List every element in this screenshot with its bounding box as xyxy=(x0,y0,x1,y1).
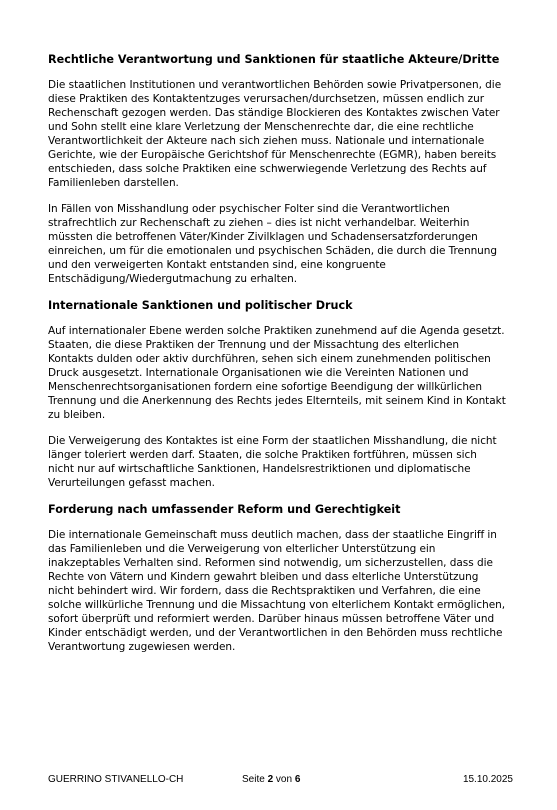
section-legal-responsibility xyxy=(48,52,506,286)
section-heading: Rechtliche Verantwortung und Sanktionen für staatliche Akteure/Dritte xyxy=(48,53,500,66)
paragraph: In Fällen von Misshandlung oder psychischer Folter sind die Verantwortlichen strafrechtlich zur Rechenschaft zu ziehen – dies ist nicht verhandelbar. Weiterhin müssten die betroffenen Väter/Kinder Zivilklagen und Schadensersatzforderungen einreichen, um für die emotionalen und psychischen Schäden, die durch die Trennung und den verweigerten Kontakt entstanden sind, eine kongruente Entschädigung/Wiedergutmachung zu erhalten. xyxy=(48,203,498,285)
section-heading: Internationale Sanktionen und politischer Druck xyxy=(48,299,353,312)
page-of: von xyxy=(275,774,293,785)
section-international-sanctions xyxy=(48,298,506,490)
page-total: 6 xyxy=(294,774,301,785)
paragraph: Die Verweigerung des Kontaktes ist eine Form der staatlichen Misshandlung, die nicht länger toleriert werden darf. Staaten, die solche Praktiken fortführen, müssen sich nicht nur auf wirtschaftliche Sanktionen, Handelsrestriktionen und diplomatische Verurteilungen gefasst machen. xyxy=(48,435,497,489)
page-body xyxy=(48,52,506,666)
footer-author: GUERRINO STIVANELLO-CH xyxy=(48,774,184,785)
section-reform-demand xyxy=(48,502,506,654)
page-current: 2 xyxy=(267,774,274,785)
section-heading: Forderung nach umfassender Reform und Gerechtigkeit xyxy=(48,503,401,516)
page-footer xyxy=(48,773,513,789)
page-number xyxy=(242,773,300,787)
page-word: Seite xyxy=(242,774,265,785)
footer-date: 15.10.2025 xyxy=(462,774,513,785)
paragraph: Auf internationaler Ebene werden solche Praktiken zunehmend auf die Agenda gesetzt. Staaten, die diese Praktiken der Trennung und der Missachtung des elterlichen Kontakts dulden oder aktiv durchführen, sehen sich einem zunehmenden politischen Druck ausgesetzt. Internationale Organisationen wie die Vereinten Nationen und Menschenrechtsorganisationen fordern eine sofortige Beendigung der willkürlichen Trennung und die Anerkennung des Rechts jedes Elternteils, mit seinem Kind in Kontakt zu bleiben. xyxy=(48,325,506,421)
paragraph: Die internationale Gemeinschaft muss deutlich machen, dass der staatliche Eingriff in das Familienleben und die Verweigerung von elterlicher Unterstützung ein inakzeptables Verhalten sind. Reformen sind notwendig, um sicherzustellen, dass die Rechte von Vätern und Kindern gewahrt bleiben und dass elterliche Unterstützung nicht behindert wird. Wir fordern, dass die Rechtspraktiken und Verfahren, die eine solche willkürliche Trennung und die Missachtung von elterlichem Kontakt ermöglichen, sofort überprüft und reformiert werden. Darüber hinaus müssen betroffene Väter und Kinder entschädigt werden, und der Verantwortlichen in den Behörden muss rechtliche Verantwortung zugewiesen werden. xyxy=(48,529,506,653)
paragraph: Die staatlichen Institutionen und verantwortlichen Behörden sowie Privatpersonen, die diese Praktiken des Kontaktentzuges verursachen/durchsetzen, müssen endlich zur Rechenschaft gezogen werden. Das ständige Blockieren des Kontaktes zwischen Vater und Sohn stellt eine klare Verletzung der Menschenrechte dar, die eine rechtliche Verantwortlichkeit der Akteure nach sich ziehen muss. Nationale und internationale Gerichte, wie der Europäische Gerichtshof für Menschenrechte (EGMR), haben bereits entschieden, dass solche Praktiken eine schwerwiegende Verletzung des Rechts auf Familienleben darstellen. xyxy=(48,79,502,189)
